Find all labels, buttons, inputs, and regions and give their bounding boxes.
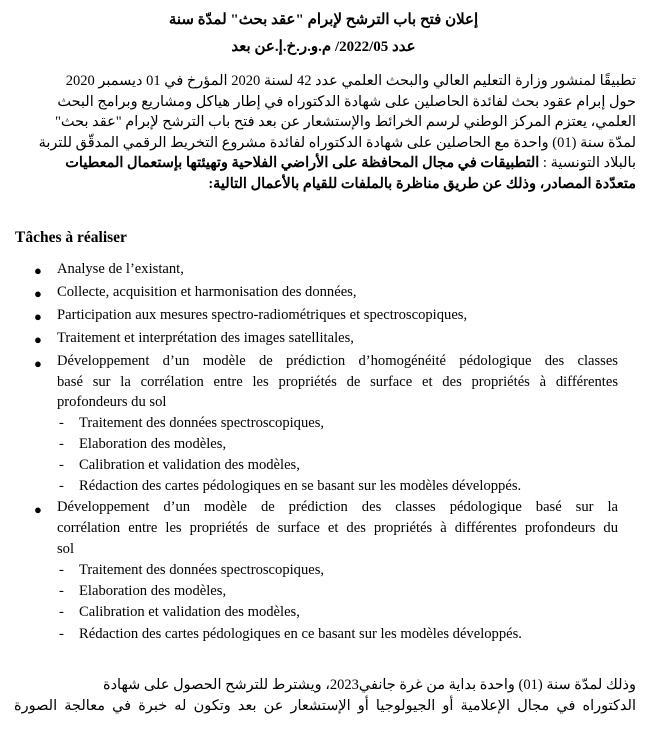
intro-paragraph bbox=[14, 71, 636, 195]
intro-text: بالبلاد التونسية : bbox=[542, 155, 636, 172]
closing-line: وذلك لمدّة سنة (01) واحدة بداية من غرة جانفي2023، ويشترط للترشح الحصول على شهادة bbox=[103, 677, 636, 693]
closing-line: الدكتوراه في مجال الإعلامية أو الجيولوجيا أو الإستشعار عن بعد وتكون له خبرة في معالجة الصورة bbox=[14, 698, 636, 714]
dash-icon: - bbox=[59, 457, 64, 473]
subtask-item: Rédaction des cartes pédologiques en se basant sur les modèles développés. bbox=[79, 478, 522, 494]
task-item-line: profondeurs du sol bbox=[57, 394, 167, 410]
intro-line bbox=[14, 153, 636, 174]
intro-line: تطبيقًا لمنشور وزارة التعليم العالي والبحث العلمي عدد 42 لسنة 2020 المؤرخ في 01 ديسمبر 2020 bbox=[65, 73, 636, 89]
task-item-line: sol bbox=[57, 541, 75, 557]
bullet-icon: ● bbox=[34, 263, 42, 278]
bullet-icon: ● bbox=[34, 286, 42, 301]
task-item: Collecte, acquisition et harmonisation des données, bbox=[57, 284, 357, 300]
subtask-item: Elaboration des modèles, bbox=[79, 436, 227, 452]
dash-icon: - bbox=[59, 415, 64, 431]
subtask-item: Rédaction des cartes pédologiques en ce basant sur les modèles développés. bbox=[79, 626, 522, 642]
bullet-icon: ● bbox=[34, 309, 42, 324]
intro-line: لمدّة سنة (01) واحدة مع الحاصلين على شهادة الدكتوراه لفائدة مشروع التخريط الرقمي المدقّق للتربة bbox=[38, 134, 636, 151]
subtask-item: Elaboration des modèles, bbox=[79, 583, 227, 599]
dash-icon: - bbox=[59, 604, 64, 620]
subtask-item: Traitement des données spectroscopiques, bbox=[79, 415, 325, 431]
dash-icon: - bbox=[59, 626, 64, 642]
intro-line: العلمي، يعتزم المركز الوطني لرسم الخرائط والإستشعار عن بعد فتح باب الترشح لإبرام "عقد بحث" bbox=[54, 114, 636, 131]
tasks-heading: Tâches à réaliser bbox=[15, 229, 127, 246]
subtask-item: Calibration et validation des modèles, bbox=[79, 604, 300, 620]
dash-icon: - bbox=[59, 562, 64, 578]
dash-icon: - bbox=[59, 583, 64, 599]
dash-icon: - bbox=[59, 436, 64, 452]
task-item: Traitement et interprétation des images satellitales, bbox=[57, 330, 354, 346]
bullet-icon: ● bbox=[34, 502, 42, 517]
bullet-icon: ● bbox=[34, 356, 42, 371]
intro-line bbox=[14, 174, 636, 195]
intro-line: حول إبرام عقود بحث لفائدة الحاصلين على شهادة الدكتوراه في إطار هياكل ومشاريع وبرامج البحث bbox=[57, 93, 636, 110]
announcement-title: إعلان فتح باب الترشح لإبرام "عقد بحث" لمدّة سنة bbox=[168, 12, 479, 28]
intro-emphasis: متعدّدة المصادر، وذلك عن طريق مناظرة بالملفات للقيام بالأعمال التالية: bbox=[208, 175, 636, 192]
closing-paragraph bbox=[14, 675, 636, 717]
subtask-item: Traitement des données spectroscopiques, bbox=[79, 562, 325, 578]
intro-emphasis: التطبيقات في مجال المحافظة على الأراضي الفلاحية وتهيئتها بإستعمال المعطيات bbox=[65, 155, 540, 172]
task-item-line: Développement d’un modèle de prédiction d’homogénéité pédologique des classes bbox=[57, 353, 618, 369]
task-item: Analyse de l’existant, bbox=[57, 261, 184, 277]
task-item-line: basé sur la corrélation entre les propriétés de surface et des propriétés à différentes bbox=[57, 374, 618, 390]
task-item-line: corrélation entre les propriétés de surface et des propriétés à différentes profondeurs du bbox=[57, 520, 618, 536]
bullet-icon: ● bbox=[34, 332, 42, 347]
dash-icon: - bbox=[59, 478, 64, 494]
subtask-item: Calibration et validation des modèles, bbox=[79, 457, 300, 473]
announcement-reference: عدد 2022/05/ م.و.ر.خ.إ.عن بعد bbox=[231, 39, 416, 55]
task-item-line: Développement d’un modèle de prédiction des classes pédologique basé sur la bbox=[57, 499, 618, 515]
task-item: Participation aux mesures spectro-radiométriques et spectroscopiques, bbox=[57, 307, 468, 323]
